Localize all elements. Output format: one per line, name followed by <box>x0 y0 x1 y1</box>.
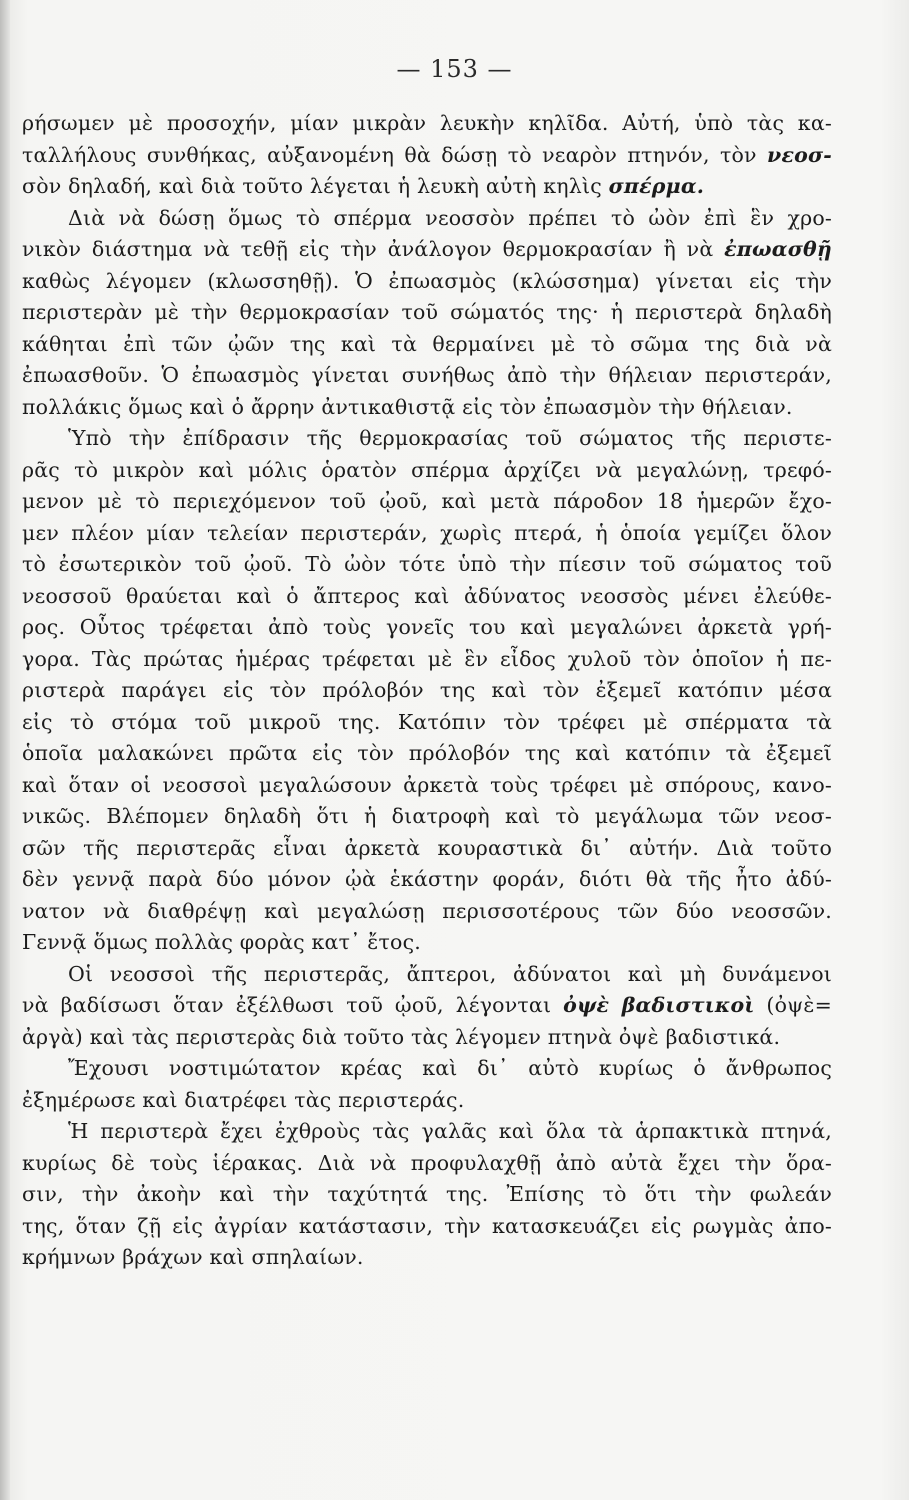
text-line <box>22 329 832 361</box>
line-text: περιστερὰν μὲ τὴν θερμοκρασίαν τοῦ σώματός της· ἡ περιστερὰ δηλαδὴ <box>22 300 832 324</box>
text-line <box>22 770 832 802</box>
text-line <box>22 392 832 424</box>
text-line <box>22 455 832 487</box>
text-line <box>22 990 832 1022</box>
text-line <box>22 171 832 203</box>
line-text: ἐπωασθοῦν. Ὁ ἐπωασμὸς γίνεται συνήθως ἀπὸ τὴν θήλειαν περιστεράν, <box>22 363 832 387</box>
text-line <box>22 959 832 991</box>
line-text: κάθηται ἐπὶ τῶν ᾠῶν της καὶ τὰ θερμαίνει μὲ τὸ σῶμα της διὰ νὰ <box>22 331 832 356</box>
line-text: νατον νὰ διαθρέψῃ καὶ μεγαλώσῃ περισσοτέρους τῶν δύο νεοσσῶν. <box>22 898 832 923</box>
line-text: μεν πλέον μίαν τελείαν περιστεράν, χωρὶς πτερά, ἡ ὁποία γεμίζει ὅλον <box>22 520 832 545</box>
text-line <box>22 1085 832 1117</box>
text-line <box>22 1211 832 1243</box>
line-text: ρᾶς τὸ μικρὸν καὶ μόλις ὁρατὸν σπέρμα ἀρχίζει νὰ μεγαλώνῃ, τρεφό- <box>22 457 832 482</box>
line-text: νικῶς. Βλέπομεν δηλαδὴ ὅτι ἡ διατροφὴ καὶ τὸ μεγάλωμα τῶν νεοσ- <box>22 804 832 828</box>
line-text: εἰς τὸ στόμα τοῦ μικροῦ της. Κατόπιν τὸν τρέφει μὲ σπέρματα τὰ <box>22 709 832 734</box>
text-line <box>22 360 832 392</box>
text-line <box>22 518 832 550</box>
text-line <box>22 140 832 172</box>
text-line <box>22 266 832 298</box>
binding-shadow <box>0 0 10 1500</box>
line-text: ρος. Οὗτος τρέφεται ἀπὸ τοὺς γονεῖς του καὶ μεγαλώνει ἀρκετὰ γρή- <box>22 615 832 639</box>
text-line <box>22 644 832 676</box>
emphasized-term: νεοσ- <box>767 142 832 167</box>
text-line <box>22 108 832 140</box>
text-line <box>22 549 832 581</box>
line-text: ταλλήλους συνθήκας, αὐξανομένη θὰ δώσῃ τὸ νεαρὸν πτηνόν, τὸν <box>22 142 768 167</box>
line-text: Ἡ περιστερὰ ἔχει ἐχθροὺς τὰς γαλᾶς καὶ ὅλα τὰ ἁρπακτικὰ πτηνά, <box>68 1119 832 1143</box>
line-text: ριστερὰ παράγει εἰς τὸν πρόλοβόν της καὶ τὸν ἐξεμεῖ κατόπιν μέσα <box>22 678 832 702</box>
text-line <box>22 1053 832 1085</box>
text-line <box>22 801 832 833</box>
line-text: Ὑπὸ τὴν ἐπίδρασιν τῆς θερμοκρασίας τοῦ σώματος τῆς περιστε- <box>68 426 832 450</box>
line-text: κρήμνων βράχων καὶ σπηλαίων. <box>22 1245 364 1269</box>
line-text: νὰ βαδίσωσι ὅταν ἐξέλθωσι τοῦ ᾠοῦ, λέγονται <box>22 993 564 1017</box>
line-text: σιν, τὴν ἀκοὴν καὶ τὴν ταχύτητά της. Ἐπίσης τὸ ὅτι τὴν φωλεάν <box>22 1182 832 1206</box>
line-text: σὸν δηλαδή, καὶ διὰ τοῦτο λέγεται ἡ λευκὴ αὐτὴ κηλὶς <box>22 174 609 198</box>
text-line <box>22 234 832 266</box>
line-text: μενον μὲ τὸ περιεχόμενον τοῦ ᾠοῦ, καὶ μετὰ πάροδον 18 ἡμερῶν ἔχο- <box>22 489 832 513</box>
text-line <box>22 203 832 235</box>
line-text: ἀργὰ) καὶ τὰς περιστερὰς διὰ τοῦτο τὰς λέγομεν πτηνὰ ὀψὲ βαδιστικά. <box>22 1024 781 1049</box>
text-line <box>22 1116 832 1148</box>
text-line <box>22 612 832 644</box>
text-line <box>22 1179 832 1211</box>
line-text: τὸ ἐσωτερικὸν τοῦ ᾠοῦ. Τὸ ὠὸν τότε ὑπὸ τὴν πίεσιν τοῦ σώματος τοῦ <box>22 552 832 576</box>
emphasized-term: σπέρμα. <box>608 174 705 198</box>
emphasized-term: ἐπωασθῇ <box>724 237 832 261</box>
text-line <box>22 864 832 896</box>
text-line <box>22 927 832 959</box>
text-line <box>22 738 832 770</box>
text-line <box>22 896 832 928</box>
line-text: νικὸν διάστημα νὰ τεθῇ εἰς τὴν ἀνάλογον θερμοκρασίαν ἢ νὰ <box>22 237 725 261</box>
line-text: Ἔχουσι νοστιμώτατον κρέας καὶ δι᾽ αὐτὸ κυρίως ὁ ἄνθρωπος <box>68 1056 832 1080</box>
line-text: ὁποῖα μαλακώνει πρῶτα εἰς τὸν πρόλοβόν της καὶ κατόπιν τὰ ἐξεμεῖ <box>22 741 832 765</box>
line-text: Οἱ νεοσσοὶ τῆς περιστερᾶς, ἄπτεροι, ἀδύνατοι καὶ μὴ δυνάμενοι <box>68 961 832 986</box>
text-line <box>22 833 832 865</box>
line-text: Διὰ νὰ δώσῃ ὅμως τὸ σπέρμα νεοσσὸν πρέπει τὸ ὠὸν ἐπὶ ἓν χρο- <box>68 205 832 230</box>
text-line <box>22 707 832 739</box>
line-text: ρήσωμεν μὲ προσοχήν, μίαν μικρὰν λευκὴν κηλῖδα. Αὐτή, ὑπὸ τὰς κα- <box>22 111 832 135</box>
line-text: γορα. Τὰς πρώτας ἡμέρας τρέφεται μὲ ἓν εἶδος χυλοῦ τὸν ὁποῖον ἡ πε- <box>22 646 832 671</box>
body-text <box>22 108 832 1274</box>
page-number: — 153 — <box>396 55 513 83</box>
text-line <box>22 1022 832 1054</box>
text-line <box>22 297 832 329</box>
emphasized-term: ὀψὲ βαδιστικοὶ <box>563 993 755 1017</box>
line-text: ἐξημέρωσε καὶ διατρέφει τὰς περιστεράς. <box>22 1087 465 1112</box>
text-line <box>22 675 832 707</box>
text-line <box>22 423 832 455</box>
text-line <box>22 1148 832 1180</box>
text-line <box>22 486 832 518</box>
line-text: καθὼς λέγομεν (κλωσσηθῇ). Ὁ ἐπωασμὸς (κλώσσημα) γίνεται εἰς τὴν <box>22 268 832 293</box>
line-text: δὲν γεννᾷ παρὰ δύο μόνον ᾠὰ ἑκάστην φοράν, διότι θὰ τῆς ἦτο ἀδύ- <box>22 867 832 891</box>
line-text: πολλάκις ὅμως καὶ ὁ ἄρρην ἀντικαθιστᾷ εἰς τὸν ἐπωασμὸν τὴν θήλειαν. <box>22 394 793 419</box>
line-text: κυρίως δὲ τοὺς ἱέρακας. Διὰ νὰ προφυλαχθῇ ἀπὸ αὐτὰ ἔχει τὴν ὅρα- <box>22 1150 832 1175</box>
line-text: σῶν τῆς περιστερᾶς εἶναι ἀρκετὰ κουραστικὰ δι᾽ αὐτήν. Διὰ τοῦτο <box>22 835 832 860</box>
text-line <box>22 581 832 613</box>
line-text: νεοσσοῦ θραύεται καὶ ὁ ἄπτερος καὶ ἀδύνατος νεοσσὸς μένει ἐλεύθε- <box>22 583 832 608</box>
line-text: καὶ ὅταν οἱ νεοσσοὶ μεγαλώσουν ἀρκετὰ τοὺς τρέφει μὲ σπόρους, κανο- <box>22 772 832 797</box>
line-tail-text: (ὀψὲ= <box>754 993 833 1017</box>
line-text: Γεννᾷ ὅμως πολλὰς φορὰς κατ᾽ ἔτος. <box>22 930 421 954</box>
line-text: της, ὅταν ζῇ εἰς ἀγρίαν κατάστασιν, τὴν κατασκευάζει εἰς ρωγμὰς ἀπο- <box>22 1213 832 1238</box>
text-line <box>22 1242 832 1274</box>
